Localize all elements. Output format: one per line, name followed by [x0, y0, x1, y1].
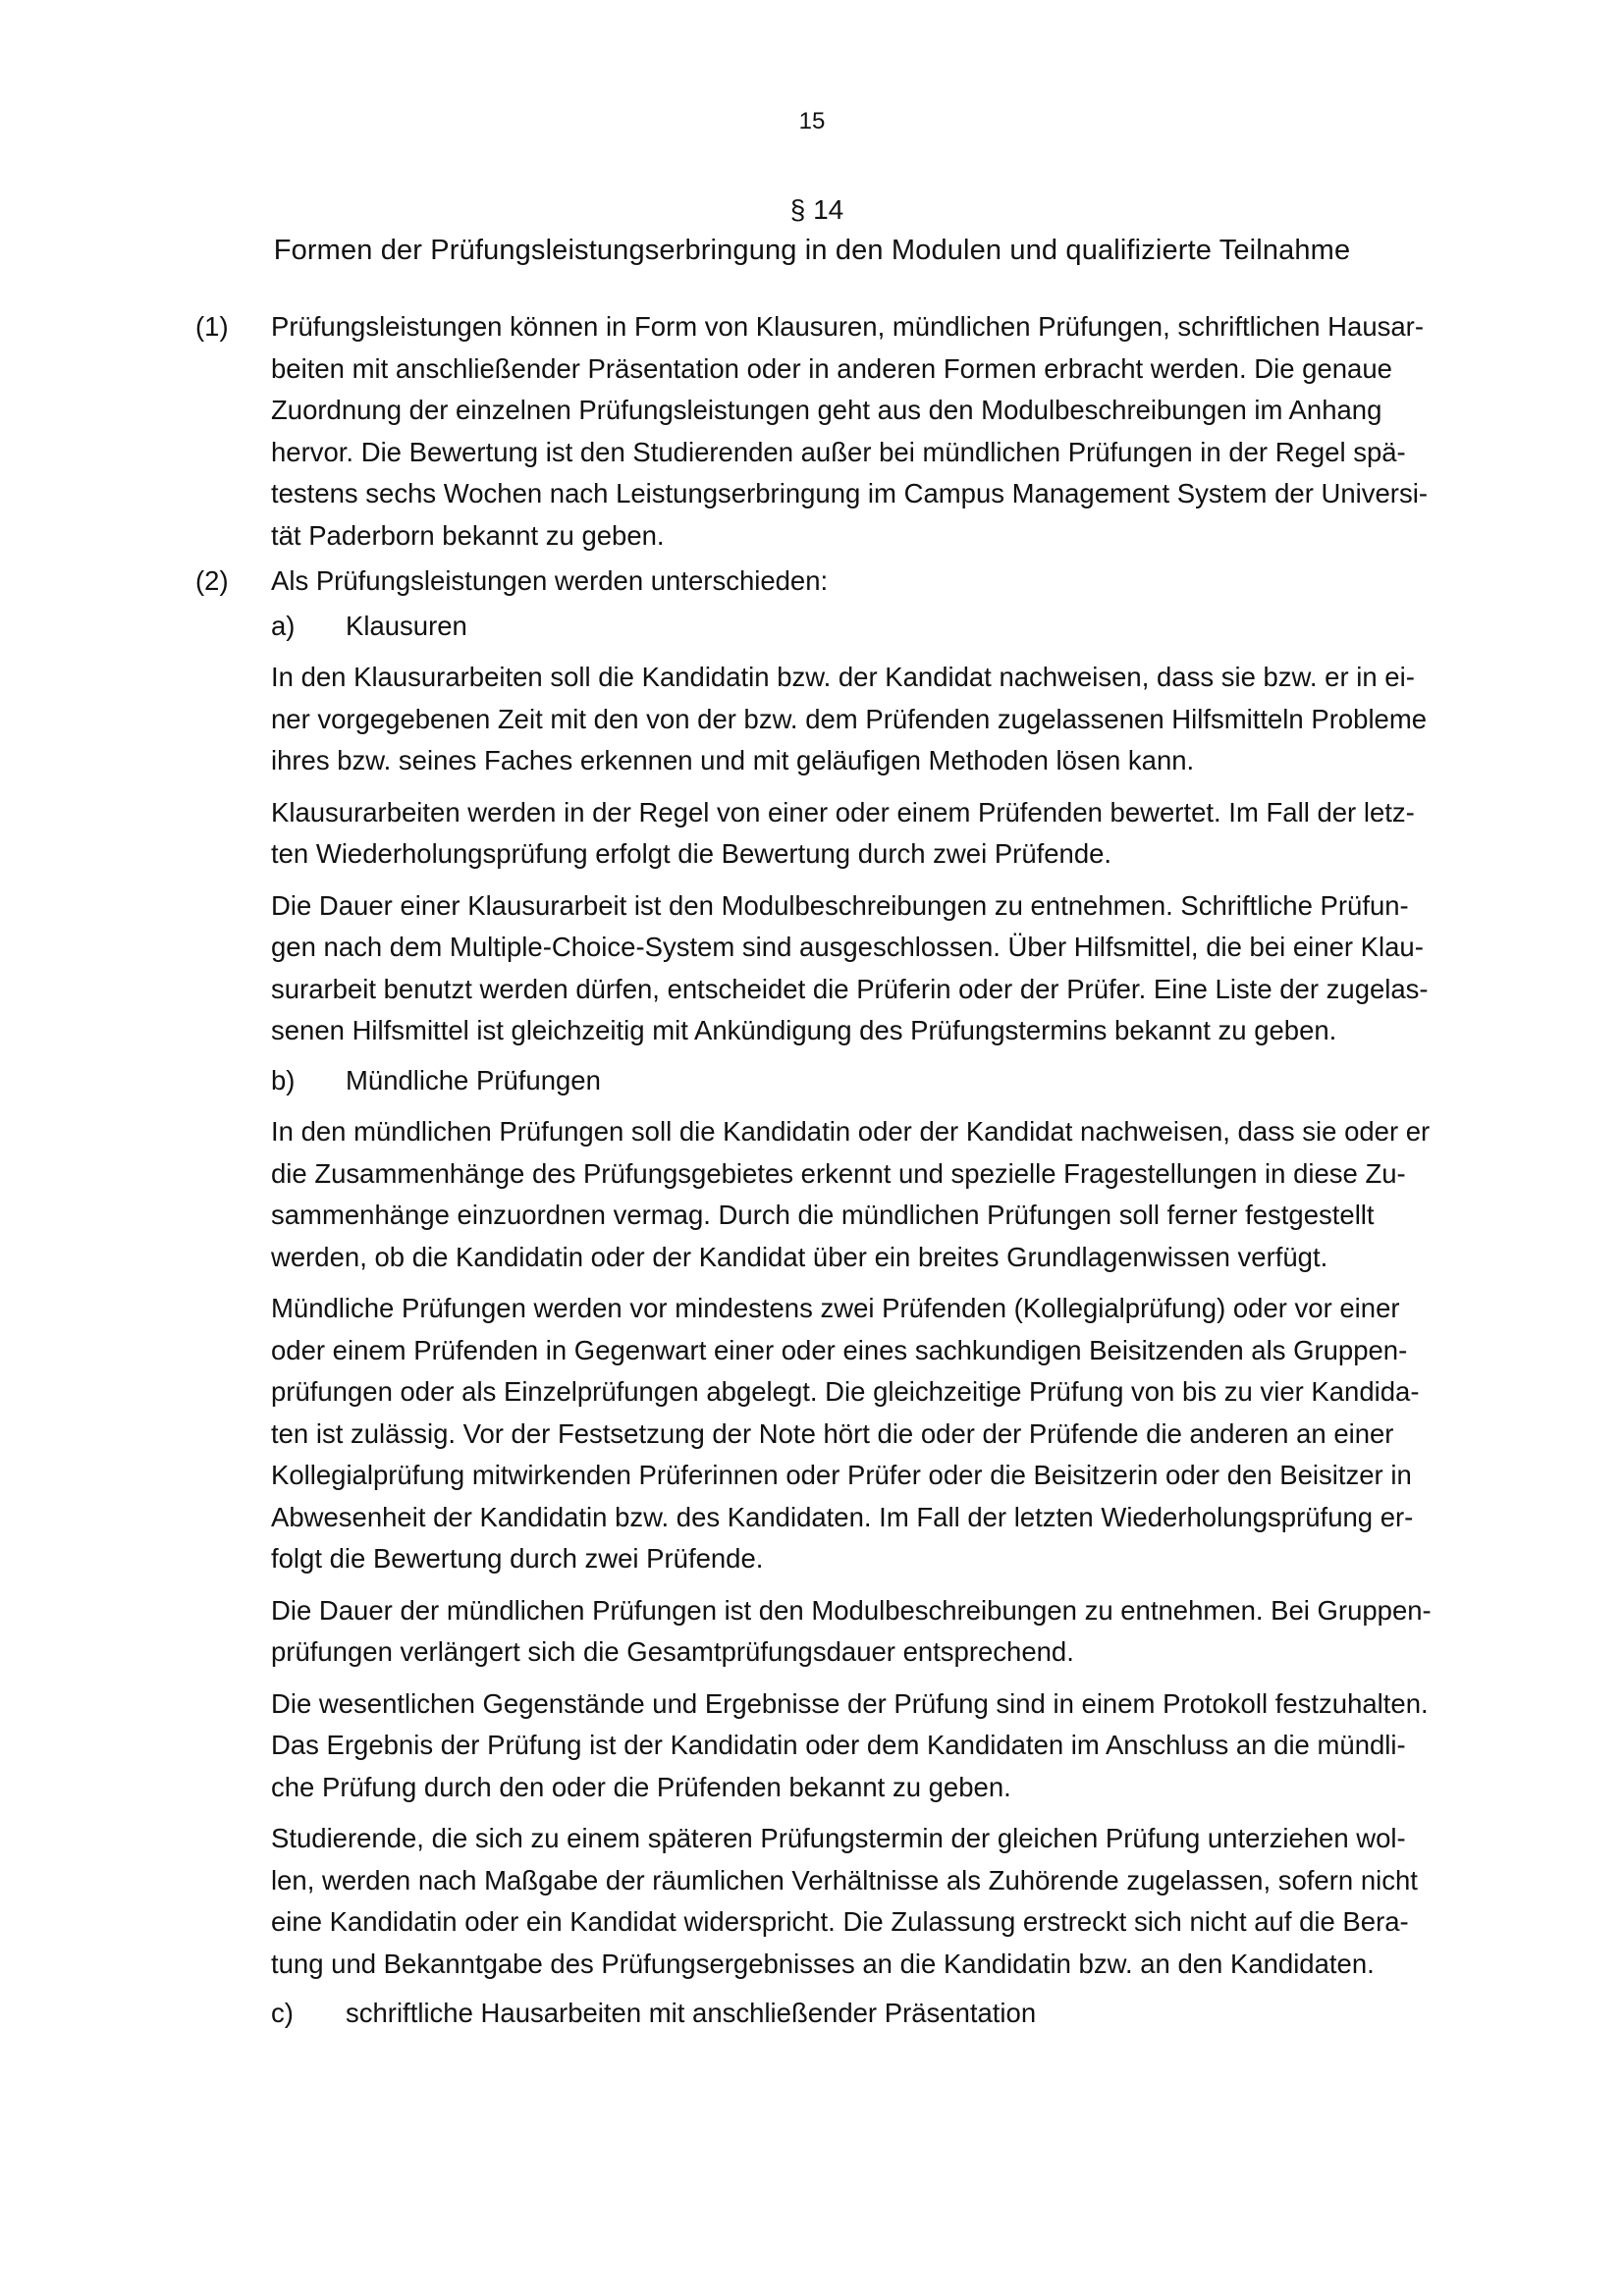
paragraph-number: (1): [195, 311, 229, 342]
text-line: prüfungen verlängert sich die Gesamtprüfungsdauer entsprechend.: [271, 1636, 1074, 1667]
subsection-a-heading: [271, 606, 1434, 648]
paragraph-number: (2): [195, 565, 229, 596]
text-line: testens sechs Wochen nach Leistungserbringung im Campus Management System der Universi-: [271, 478, 1428, 508]
text-line: In den Klausurarbeiten soll die Kandidatin bzw. der Kandidat nachweisen, dass sie bzw. er in ei-: [271, 662, 1415, 692]
text-line: Klausurarbeiten werden in der Regel von einer oder einem Prüfenden bewertet. Im Fall der letz-: [271, 796, 1415, 828]
text-block: [271, 1288, 1434, 1580]
text-line: werden, ob die Kandidatin oder der Kandidat über ein breites Grundlagenwissen verfügt.: [271, 1241, 1328, 1272]
text-line: Die wesentlichen Gegenstände und Ergebnisse der Prüfung sind in einem Protokoll festzuhalten.: [271, 1687, 1429, 1719]
subsection-letter: c): [271, 1998, 294, 2028]
text-line: Studierende, die sich zu einem späteren Prüfungstermin der gleichen Prüfung unterziehen wol-: [271, 1823, 1406, 1853]
text-block: [271, 1818, 1434, 1985]
text-line: beiten mit anschließender Präsentation oder in anderen Formen erbracht werden. Die genaue: [271, 352, 1392, 384]
text-line: Prüfungsleistungen können in Form von Klausuren, mündlichen Prüfungen, schriftlichen Hausar-: [271, 311, 1424, 342]
text-line: tät Paderborn bekannt zu geben.: [271, 519, 665, 551]
text-block: [271, 885, 1434, 1052]
paragraph-text: [271, 306, 1434, 557]
text-block: [271, 657, 1434, 782]
text-line: prüfungen oder als Einzelprüfungen abgelegt. Die gleichzeitige Prüfung von bis zu vier Kandida-: [271, 1376, 1420, 1407]
subsection-title: schriftliche Hausarbeiten mit anschließender Präsentation: [346, 1998, 1037, 2028]
text-line: hervor. Die Bewertung ist den Studierenden außer bei mündlichen Prüfungen in der Regel spä-: [271, 436, 1406, 467]
subsection-title: Mündliche Prüfungen: [346, 1064, 601, 1095]
text-line: ihres bzw. seines Faches erkennen und mit geläufigen Methoden lösen kann.: [271, 745, 1195, 775]
paragraph-intro: Als Prüfungsleistungen werden unterschieden:: [271, 565, 829, 596]
text-line: tung und Bekanntgabe des Prüfungsergebnisses an die Kandidatin bzw. an den Kandidaten.: [271, 1948, 1375, 1979]
text-line: sammenhänge einzuordnen vermag. Durch die mündlichen Prüfungen soll ferner festgestellt: [271, 1200, 1375, 1230]
text-line: senen Hilfsmittel ist gleichzeitig mit Ankündigung des Prüfungstermins bekannt zu geben.: [271, 1015, 1337, 1045]
text-line: Mündliche Prüfungen werden vor mindestens zwei Prüfenden (Kollegialprüfung) oder vor einer: [271, 1293, 1400, 1323]
text-line: len, werden nach Maßgabe der räumlichen Verhältnisse als Zuhörende zugelassen, sofern nicht: [271, 1864, 1418, 1896]
text-line: Kollegialprüfung mitwirkenden Prüferinnen oder Prüfer oder die Beisitzerin oder den Beisitzer in: [271, 1460, 1412, 1490]
subsection-letter: a): [271, 610, 296, 641]
paragraph-text: [271, 561, 1434, 2035]
subsection-b-heading: [271, 1060, 1434, 1102]
section-number: § 14: [789, 194, 844, 225]
text-block: [271, 792, 1434, 876]
text-line: gen nach dem Multiple-Choice-System sind ausgeschlossen. Über Hilfsmittel, die bei einer Klau-: [271, 932, 1424, 962]
paragraph-2: [191, 561, 1434, 2035]
text-line: Die Dauer der mündlichen Prüfungen ist den Modulbeschreibungen zu entnehmen. Bei Gruppen-: [271, 1594, 1432, 1626]
text-line: die Zusammenhänge des Prüfungsgebietes erkennt und spezielle Fragestellungen in diese Zu-: [271, 1157, 1406, 1189]
section-heading: [0, 190, 1624, 271]
text-line: folgt die Bewertung durch zwei Prüfende.: [271, 1543, 764, 1574]
text-line: ner vorgegebenen Zeit mit den von der bzw. dem Prüfenden zugelassenen Hilfsmitteln Probleme: [271, 703, 1428, 734]
text-block: [271, 1590, 1434, 1674]
text-line: In den mündlichen Prüfungen soll die Kandidatin oder der Kandidat nachweisen, dass sie oder er: [271, 1116, 1431, 1147]
text-block: [271, 1111, 1434, 1278]
paragraph-1: [191, 306, 1434, 557]
page-number: 15: [798, 108, 826, 134]
text-line: ten ist zulässig. Vor der Festsetzung der Note hört die oder der Prüfende die anderen an einer: [271, 1417, 1394, 1449]
section-title: Formen der Prüfungsleistungserbringung in den Modulen und qualifizierte Teilnahme: [273, 235, 1351, 266]
text-line: Das Ergebnis der Prüfung ist der Kandidatin oder dem Kandidaten im Anschluss an die mündli-: [271, 1730, 1406, 1760]
subsection-letter: b): [271, 1064, 296, 1095]
text-line: surarbeit benutzt werden dürfen, entscheidet die Prüferin oder der Prüfer. Eine Liste der zugelas-: [271, 973, 1429, 1004]
text-line: Die Dauer einer Klausurarbeit ist den Modulbeschreibungen zu entnehmen. Schriftliche Prüfun-: [271, 889, 1409, 921]
text-line: ten Wiederholungsprüfung erfolgt die Bewertung durch zwei Prüfende.: [271, 838, 1112, 869]
subsection-c-heading: [271, 1993, 1434, 2035]
text-line: Zuordnung der einzelnen Prüfungsleistungen geht aus den Modulbeschreibungen im Anhang: [271, 395, 1382, 425]
text-line: eine Kandidatin oder ein Kandidat widerspricht. Die Zulassung erstreckt sich nicht auf die Bera-: [271, 1906, 1409, 1937]
text-block: [271, 1683, 1434, 1809]
text-line: che Prüfung durch den oder die Prüfenden bekannt zu geben.: [271, 1771, 1011, 1802]
subsection-title: Klausuren: [346, 610, 467, 641]
text-line: Abwesenheit der Kandidatin bzw. des Kandidaten. Im Fall der letzten Wiederholungsprüfung er-: [271, 1501, 1414, 1532]
document-body: [191, 306, 1434, 2035]
text-line: oder einem Prüfenden in Gegenwart einer oder eines sachkundigen Beisitzenden als Gruppen-: [271, 1334, 1408, 1365]
